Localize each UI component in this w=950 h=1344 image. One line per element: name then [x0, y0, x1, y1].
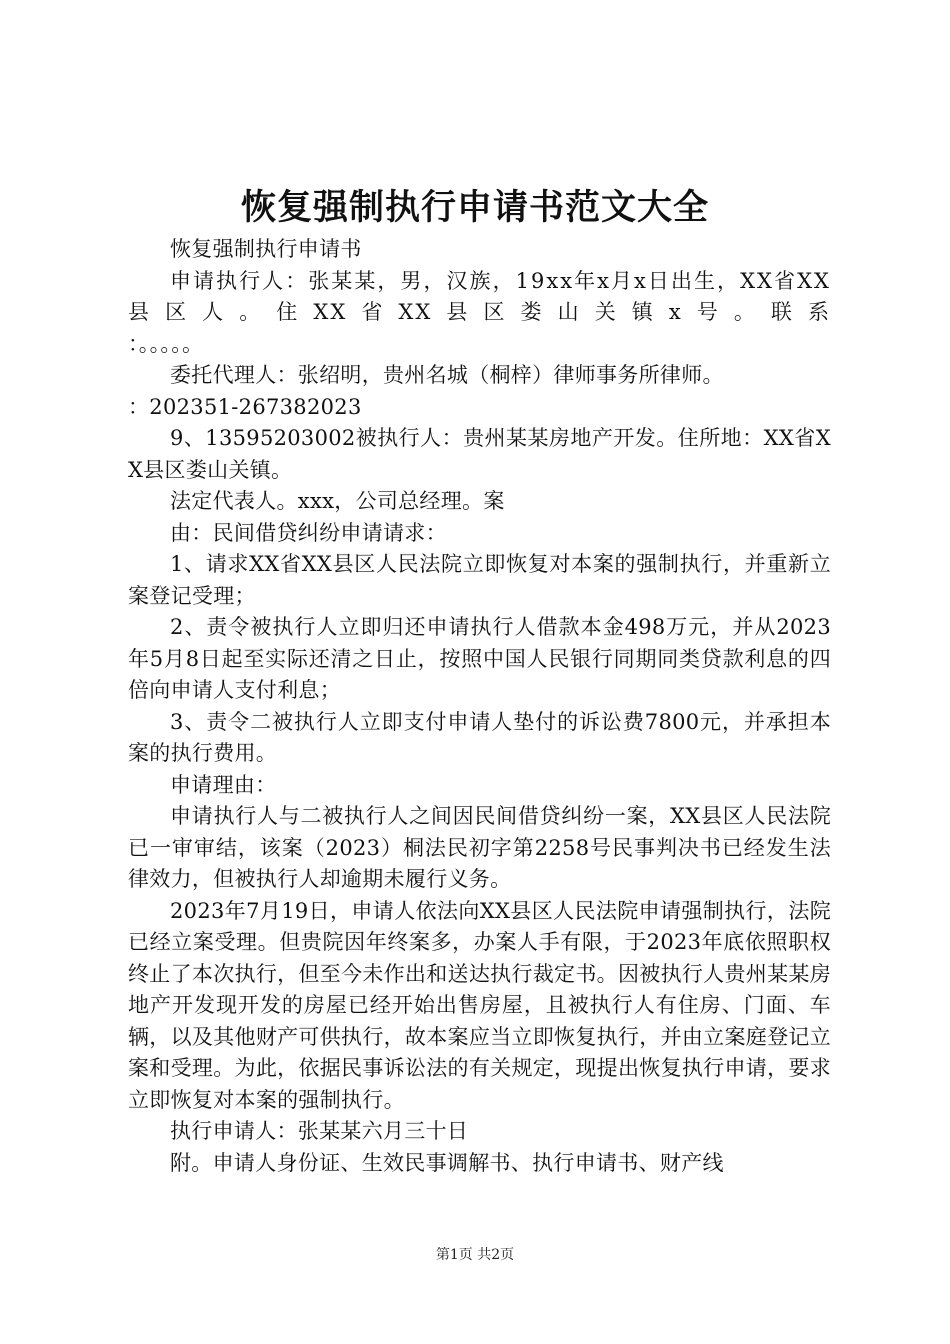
paragraph-respondent: 9、13595203002被执行人：贵州某某房地产开发。住所地：XX省XX县区娄山关镇。: [128, 426, 831, 482]
paragraph-reason-1: 申请执行人与二被执行人之间因民间借贷纠纷一案，XX县区人民法院已一审审结，该案（2023）桐法民初字第2258号民事判决书已经发生法律效力，但被执行人却逾期未履行义务。: [128, 804, 831, 891]
paragraph-applicant: 申请执行人：张某某，男，汉族，19xx年x月x日出生，XX省XX县区人。住XX省XX县区娄山关镇x号。联系: [128, 268, 831, 324]
paragraph-reason-heading: 申请理由：: [170, 772, 277, 797]
paragraph-heading: 恢复强制执行申请书: [170, 237, 362, 261]
paragraph-agent: 委托代理人：张绍明，贵州名城（桐梓）律师事务所律师。: [170, 363, 724, 387]
paragraph-contact: ：。。。。。: [128, 331, 204, 356]
paragraph-cause: 由：民间借贷纠纷申请请求：: [170, 520, 447, 545]
paragraph-legal-representative: 法定代表人。xxx，公司总经理。案: [170, 489, 505, 513]
document-body: [128, 234, 831, 1179]
paragraph-attachments: 附。申请人身份证、生效民事调解书、执行申请书、财产线: [170, 1150, 724, 1175]
paragraph-request-1: 1、请求XX省XX县区人民法院立即恢复对本案的强制执行，并重新立案登记受理；: [128, 552, 831, 608]
paragraph-agent-number: ：202351-267382023: [128, 394, 362, 419]
page-indicator: 第1页 共2页: [435, 1247, 515, 1263]
paragraph-signature: 执行申请人：张某某六月三十日: [170, 1119, 469, 1143]
paragraph-reason-2: 2023年7月19日，申请人依法向XX县区人民法院申请强制执行，法院已经立案受理。但贵院因年终案多，办案人手有限，于2023年底依照职权终止了本次执行，但至今未作出和送达执行裁定书。因被执行人贵州某某房地产开发现开发的房屋已经开始出售房屋，且被执行人有住房、门面、车辆，以及其他财产可供执行，故本案应当立即恢复执行，并由立案庭登记立案和受理。为此，依据民事诉讼法的有关规定，现提出恢复执行申请，要求立即恢复对本案的强制执行。: [128, 898, 831, 1112]
document-title: 恢复强制执行申请书范文大全: [240, 187, 709, 228]
paragraph-request-2: 2、责令被执行人立即归还申请执行人借款本金498万元，并从2023年5月8日起至实际还清之日止，按照中国人民银行同期同类贷款利息的四倍向申请人支付利息；: [128, 615, 831, 702]
paragraph-request-3: 3、责令二被执行人立即支付申请人垫付的诉讼费7800元，并承担本案的执行费用。: [128, 709, 831, 765]
